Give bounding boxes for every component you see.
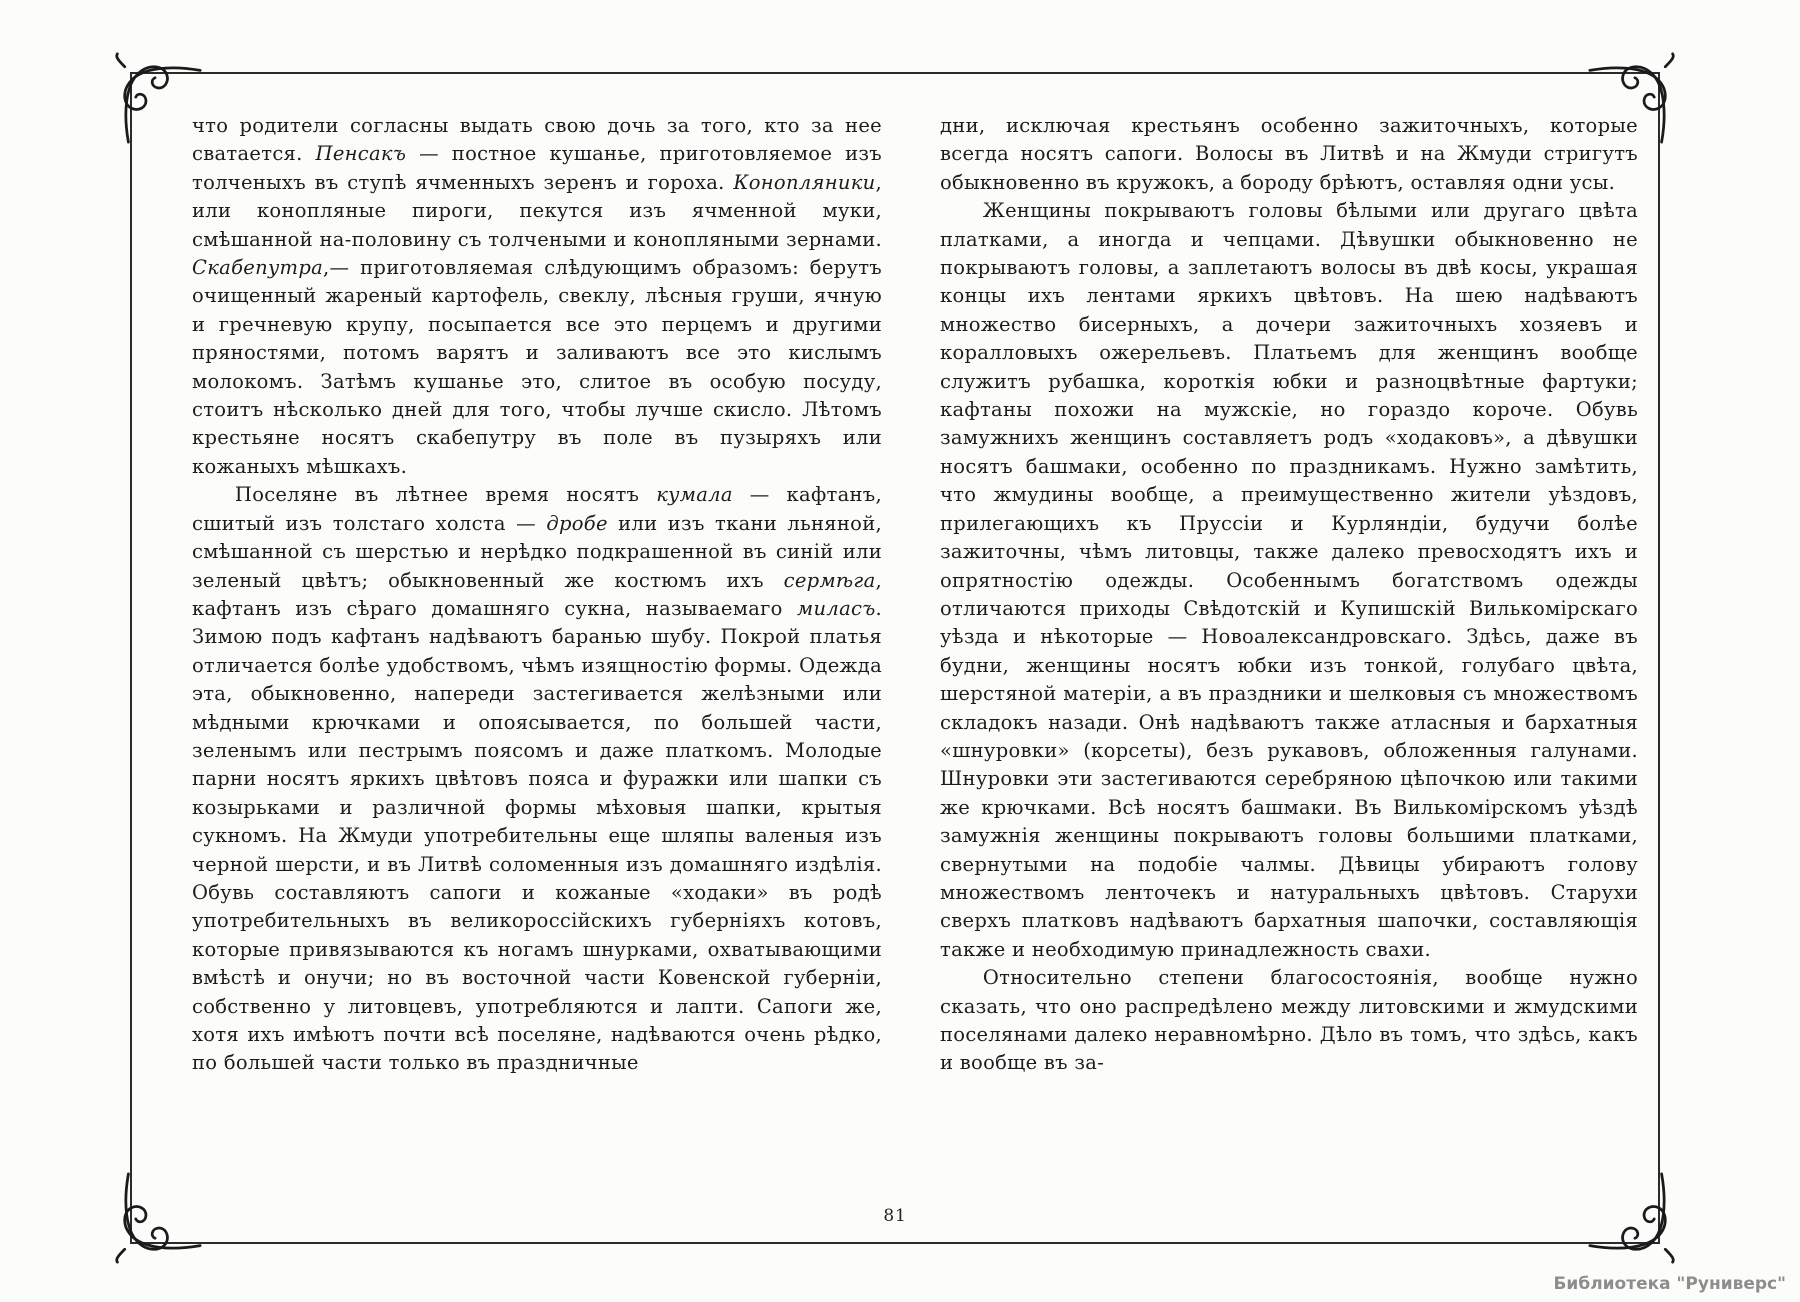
italic-term: Скабепутра <box>192 256 324 280</box>
text-area <box>192 112 1638 1078</box>
page-frame <box>130 72 1660 1244</box>
paragraph <box>192 481 882 1078</box>
text-segment: Женщины покрываютъ головы бѣлыми или другаго цвѣта платками, а иногда и чепцами. Дѣвушки обыкновенно не покрываютъ головы, а заплетаютъ волосы въ двѣ косы, украшая концы ихъ лентами яркихъ цвѣтовъ. На шею надѣваютъ множество бисерныхъ, а дочери зажиточныхъ хозяевъ и коралловыхъ ожерельевъ. Платьемъ для женщинъ вообще служитъ рубашка, короткія юбки и разноцвѣтные фартуки; кафтаны похожи на мужскіе, но гораздо короче. Обувь замужнихъ женщинъ составляетъ родъ «ходаковъ», а дѣвушки носятъ башмаки, особенно по праздникамъ. Нужно замѣтить, что жмудины вообще, а преимущественно жители уѣздовъ, прилегающихъ къ Пруссіи и Курляндіи, будучи болѣе зажиточны, чѣмъ литовцы, также далеко превосходятъ ихъ и опрятностію одежды. Особеннымъ богатствомъ одежды отличаются приходы Свѣдотскій и Купишскій Вилькомірскаго уѣзда и нѣкоторые — Новоалександровскаго. Здѣсь, даже въ будни, женщины носятъ юбки изъ тонкой, голубаго цвѣта, шерстяной матеріи, а въ праздники и шелковыя съ множествомъ складокъ назади. Онѣ надѣваютъ также атласныя и бархатныя «шнуровки» (корсеты), безъ рукавовъ, обложенныя галунами. Шнуровки эти застегиваются серебряною цѣпочкою или такими же крючками. Всѣ носятъ башмаки. Въ Вилькомірскомъ уѣздѣ замужнія женщины покрываютъ головы большими платками, свернутыми на подобіе чалмы. Дѣвицы убираютъ голову множествомъ ленточекъ и натуральныхъ цвѣтовъ. Старухи сверхъ платковъ надѣваютъ бархатныя шапочки, составляющія также и необходимую принадлежность свахи. <box>940 199 1638 961</box>
text-segment: Поселяне въ лѣтнее время носятъ <box>234 483 657 507</box>
text-segment: что родители согласны выдать свою дочь за того, кто за нее сватается. <box>192 114 882 166</box>
text-segment: . Зимою подъ кафтанъ надѣваютъ баранью шубу. Покрой платья отличается болѣе удобствомъ, чѣмъ изящностію формы. Одежда эта, обыкновенно, напереди застегивается желѣзными или мѣдными крючками и опоясывается, по большей части, зеленымъ или пестрымъ поясомъ и даже платкомъ. Молодые парни носятъ яркихъ цвѣтовъ пояса и фуражки или шапки съ козырьками и различной формы мѣховыя шапки, крытыя сукномъ. На Жмуди употребительны еще шляпы валеныя изъ черной шерсти, и въ Литвѣ соломенныя изъ домашняго издѣлія. Обувь составляютъ сапоги и кожаные «ходаки» въ родѣ употребительныхъ въ великороссійскихъ губерніяхъ котовъ, которые привязываются къ ногамъ шнурками, охватывающими вмѣстѣ и онучи; но въ восточной части Ковенской губерніи, собственно у литовцевъ, употребляются и лапти. Сапоги же, хотя ихъ имѣютъ почти всѣ поселяне, надѣваются очень рѣдко, по большей части только въ праздничные <box>192 596 882 1075</box>
paragraph <box>940 197 1638 964</box>
italic-term: дробе <box>546 511 608 535</box>
text-segment: дни, исключая крестьянъ особенно зажиточныхъ, которые всегда носятъ сапоги. Волосы въ Литвѣ и на Жмуди стригутъ обыкновенно въ кружокъ, а бороду брѣютъ, оставляя одни усы. <box>940 114 1638 194</box>
paragraph <box>940 964 1638 1078</box>
text-segment: ,— приготовляемая слѣдующимъ образомъ: берутъ очищенный жареный картофель, свеклу, лѣсныя груши, ячную и гречневую крупу, посыпается все это перцемъ и другими пряностями, потомъ варятъ и заливаютъ все это кислымъ молокомъ. Затѣмъ кушанье это, слитое въ особую посуду, стоитъ нѣсколько дней для того, чтобы лучше скисло. Лѣтомъ крестьяне носятъ скабепутру въ поле въ пузыряхъ или кожаныхъ мѣшкахъ. <box>192 256 882 478</box>
paragraph <box>940 112 1638 197</box>
text-segment: или изъ ткани льняной, смѣшанной съ шерстью и нерѣдко подкрашенной въ синій или зеленый цвѣтъ; обыкновенный же костюмъ ихъ <box>192 511 882 592</box>
text-segment: , или конопляные пироги, пекутся изъ ячменной муки, смѣшанной на-половину съ толчеными и конопляными зернами. <box>192 170 882 251</box>
corner-flourish-icon <box>110 52 202 144</box>
paragraph <box>192 112 882 481</box>
italic-term: кумала <box>656 483 733 507</box>
italic-term: Конопляники <box>733 170 876 194</box>
text-segment: — кафтанъ, сшитый изъ толстаго холста — <box>192 483 882 535</box>
text-segment: Относительно степени благосостоянія, вообще нужно сказать, что оно распредѣлено между литовскими и жмудскими поселянами далеко неравномѣрно. Дѣло въ томъ, что здѣсь, какъ и вообще въ за- <box>940 966 1638 1075</box>
page-number: 81 <box>883 1206 907 1226</box>
text-segment: , кафтанъ изъ сѣраго домашняго сукна, называемаго <box>192 568 882 620</box>
italic-term: Пенсакъ <box>315 142 407 166</box>
italic-term: миласъ <box>797 596 876 620</box>
text-segment: — постное кушанье, приготовляемое изъ толченыхъ въ ступѣ ячменныхъ зеренъ и гороха. <box>192 142 882 194</box>
right-column <box>940 112 1638 1078</box>
left-column <box>192 112 882 1078</box>
library-watermark: Библиотека "Руниверс" <box>1553 1274 1786 1294</box>
italic-term: сермѣга <box>783 568 876 592</box>
